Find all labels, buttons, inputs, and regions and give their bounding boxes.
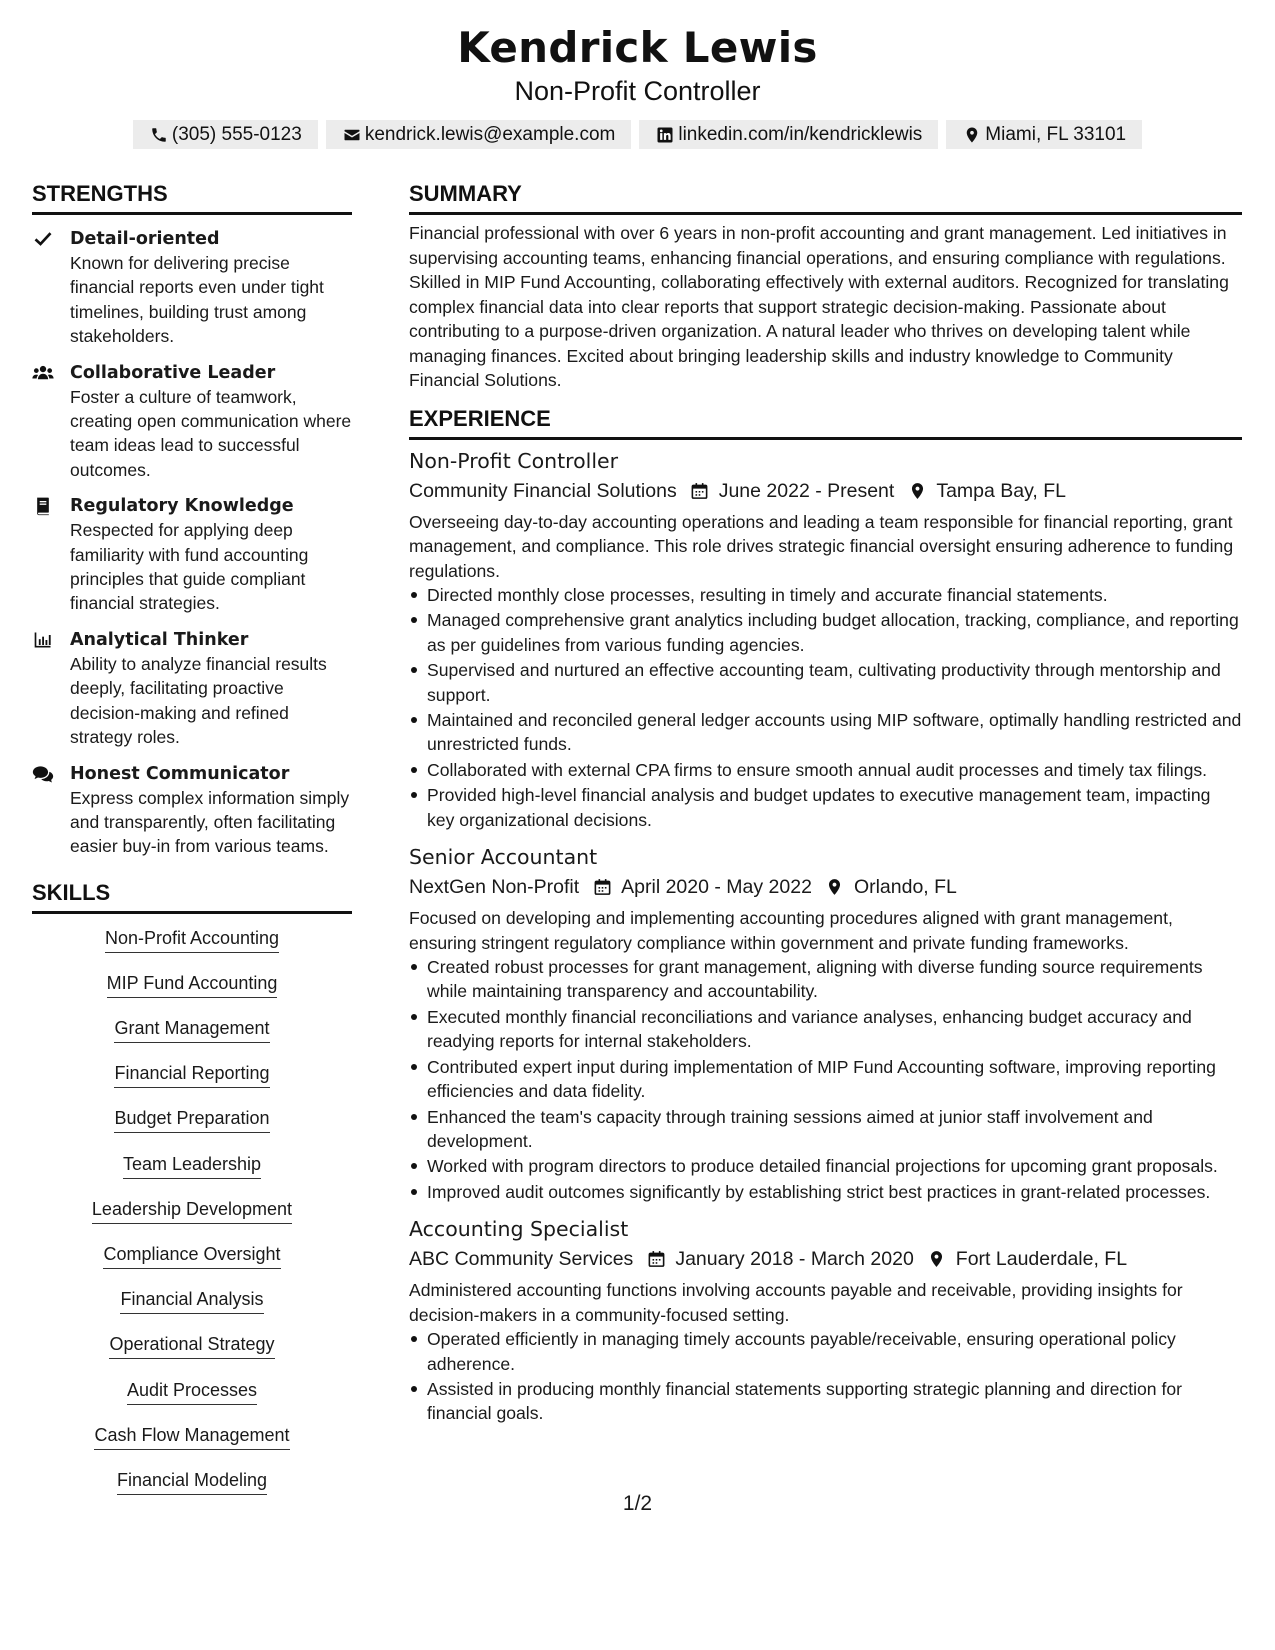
map-pin-icon [962,125,982,145]
job-description: Focused on developing and implementing accounting procedures aligned with grant management, ensuring stringent regulatory compliance within government and private funding frameworks. [409,908,1173,953]
chat-bubbles-icon [32,764,56,786]
skill-item [32,1242,352,1287]
envelope-icon [342,125,362,145]
skill-item [32,1378,352,1423]
bullet-item: Created robust processes for grant management, aligning with diverse funding source requirements while maintaining transparency and accountability. [409,955,1242,1004]
job-company: ABC Community Services [409,1248,634,1271]
strengths-heading: STRENGTHS [32,180,352,215]
calendar-icon [591,876,613,898]
calendar-icon [645,1248,667,1270]
strength-item [32,762,352,859]
job-dates: April 2020 - May 2022 [621,876,812,899]
skill-label: Grant Management [114,1016,269,1043]
strength-title: Analytical Thinker [70,629,249,650]
book-icon [32,496,56,518]
job-meta [409,872,1242,902]
calendar-icon [689,480,711,502]
bullet-item: Assisted in producing monthly financial statements supporting strategic planning and direction for financial goals. [409,1377,1242,1426]
job-company: Community Financial Solutions [409,479,677,502]
strength-description: Known for delivering precise financial reports even under tight timelines, building trust among stakeholders. [70,253,324,347]
skill-label: Non-Profit Accounting [105,926,279,953]
bullet-item: Contributed expert input during implementation of MIP Fund Accounting software, improving reporting efficiencies and data fidelity. [409,1055,1242,1104]
contact-location-text: Miami, FL 33101 [985,123,1127,145]
job-entry [409,446,1242,833]
strength-description: Express complex information simply and transparently, often facilitating easier buy-in from various teams. [70,787,350,857]
skills-heading: SKILLS [32,879,352,914]
strength-title: Detail-oriented [70,229,220,249]
contact-phone[interactable] [133,120,318,149]
skill-label: Audit Processes [127,1378,257,1405]
bullet-item: Enhanced the team's capacity through training sessions aimed at junior staff involvement and development. [409,1105,1242,1154]
skill-item [32,1332,352,1377]
strength-description: Foster a culture of teamwork, creating open communication where team ideas lead to successful outcomes. [70,386,352,480]
strength-description: Respected for applying deep familiarity with fund accounting principles that guide compliant financial strategies. [70,520,309,614]
map-pin-icon [906,480,928,502]
skill-label: Financial Reporting [114,1061,269,1088]
strength-item [32,361,352,483]
contact-email-text: kendrick.lewis@example.com [364,123,616,145]
contact-email[interactable] [326,120,632,149]
skill-label: Operational Strategy [109,1332,274,1359]
job-description: Administered accounting functions involving accounts payable and receivable, providing insights for decision-makers in a community-focused setting. [409,1280,1183,1325]
users-icon [32,363,56,385]
strength-item [32,628,352,750]
skill-item [32,1423,352,1468]
skill-item [32,1287,352,1332]
candidate-name: Kendrick Lewis [457,23,818,72]
phone-icon [149,125,169,145]
job-title: Non-Profit Controller [409,448,619,473]
job-entry [409,842,1242,1204]
bullet-item: Improved audit outcomes significantly by establishing strict best practices in grant-related processes. [409,1180,1242,1204]
bullet-item: Collaborated with external CPA firms to ensure smooth annual audit processes and timely tax filings. [409,758,1242,782]
skill-label: Team Leadership [123,1152,261,1179]
job-bullets [409,583,1242,832]
skill-label: Financial Analysis [120,1287,263,1314]
job-location: Fort Lauderdale, FL [955,1248,1128,1271]
job-title: Accounting Specialist [409,1217,629,1242]
right-column [409,180,1242,1427]
left-column [32,180,352,1513]
experience-heading: EXPERIENCE [409,405,1242,440]
strength-title: Regulatory Knowledge [70,496,294,517]
job-bullets [409,1327,1242,1426]
skill-label: Financial Modeling [117,1468,267,1495]
contact-linkedin[interactable] [639,120,938,149]
skill-item [32,971,352,1016]
skill-item [32,1152,352,1197]
bullet-item: Directed monthly close processes, resulting in timely and accurate financial statements. [409,583,1242,607]
job-bullets [409,955,1242,1204]
job-meta [409,476,1242,506]
skill-item [32,926,352,971]
bar-chart-icon [32,630,56,652]
bullet-item: Maintained and reconciled general ledger accounts using MIP software, optimally handling restricted and unrestricted funds. [409,708,1242,757]
job-entry [409,1214,1242,1426]
contact-linkedin-text: linkedin.com/in/kendricklewis [678,123,923,145]
bullet-item: Provided high-level financial analysis and budget updates to executive management team, impacting key organizational decisions. [409,783,1242,832]
bullet-item: Supervised and nurtured an effective accounting team, cultivating productivity through mentorship and support. [409,658,1242,707]
page-number: 1/2 [622,1492,653,1515]
bullet-item: Managed comprehensive grant analytics including budget allocation, tracking, compliance, and reporting as per guidelines from various funding agencies. [409,608,1242,657]
summary-text: Financial professional with over 6 years in non-profit accounting and grant management. Led initiatives in supervising accounting teams, enhancing financial operations, and ensuring compliance with regulations. Skilled in MIP Fund Accounting, collaborating effectively with external auditors. Recognized for translating complex financial data into clear reports that support strategic decision-making. Passionate about contributing to a purpose-driven organization. A natural leader who thrives on developing talent while managing finances. Excited about bringing leadership skills and industry knowledge to Community Financial Solutions. [409,223,1229,390]
strength-title: Honest Communicator [70,763,290,784]
strength-title: Collaborative Leader [70,362,276,383]
skill-label: Leadership Development [92,1197,292,1224]
bullet-item: Worked with program directors to produce detailed financial projections for upcoming grant proposals. [409,1154,1242,1178]
contact-phone-text: (305) 555-0123 [171,123,302,145]
candidate-role: Non-Profit Controller [514,76,761,106]
skill-label: Budget Preparation [114,1106,269,1133]
strength-description: Ability to analyze financial results deeply, facilitating proactive decision-making and refined strategy roles. [70,653,327,748]
bullet-item: Operated efficiently in managing timely accounts payable/receivable, ensuring operational policy adherence. [409,1327,1242,1376]
job-dates: January 2018 - March 2020 [675,1248,914,1271]
job-location: Orlando, FL [853,876,957,899]
job-description: Overseeing day-to-day accounting operations and leading a team responsible for financial reporting, grant management, and compliance. This role drives strategic financial oversight ensuring adherence to funding regulations. [409,511,1234,581]
map-pin-icon [824,876,846,898]
skill-label: Compliance Oversight [103,1242,280,1269]
checkmark-icon [32,229,56,251]
strength-item [32,494,352,616]
resume-header [0,22,1275,149]
strength-item [32,227,352,349]
skill-item [32,1106,352,1151]
job-title: Senior Accountant [409,845,598,870]
skill-label: MIP Fund Accounting [107,971,278,998]
skill-item [32,1016,352,1061]
job-company: NextGen Non-Profit [409,876,580,899]
map-pin-icon [926,1248,948,1270]
skill-label: Cash Flow Management [94,1423,289,1450]
skill-item [32,1197,352,1242]
contact-bar [0,120,1275,149]
job-dates: June 2022 - Present [718,479,895,502]
skill-item [32,1061,352,1106]
contact-location [946,120,1142,149]
bullet-item: Executed monthly financial reconciliations and variance analyses, enhancing budget accuracy and readying reports for internal stakeholders. [409,1005,1242,1054]
job-location: Tampa Bay, FL [936,479,1067,502]
summary-heading: SUMMARY [409,180,1242,215]
linkedin-icon [655,125,675,145]
skills-list [32,926,352,1513]
job-meta [409,1244,1242,1274]
